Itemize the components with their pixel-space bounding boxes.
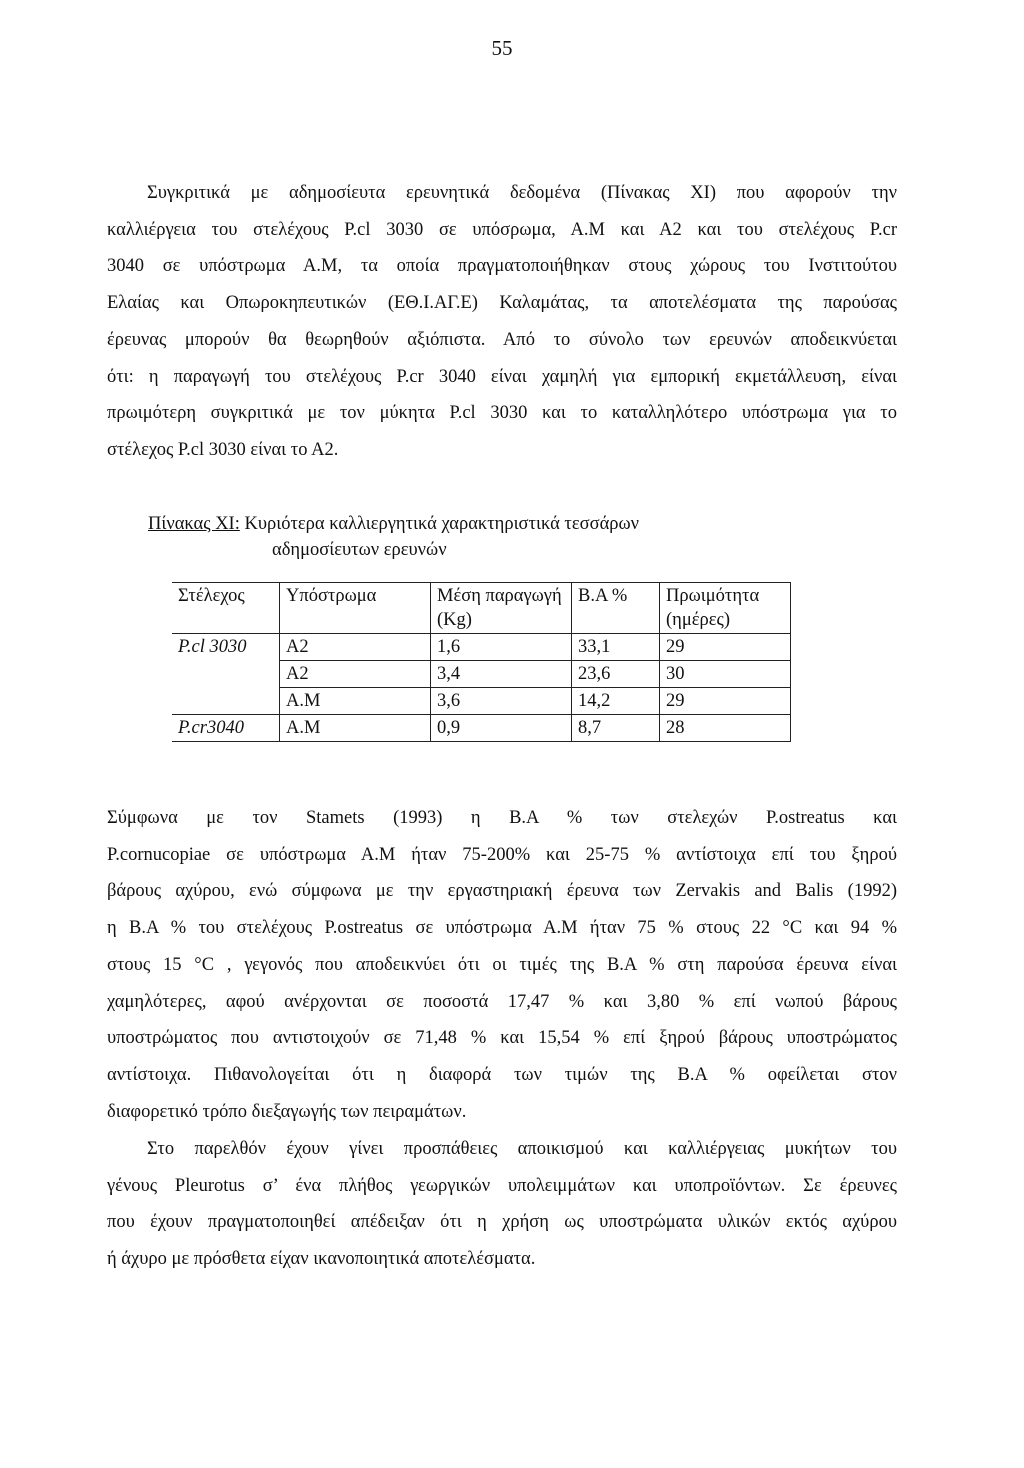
table-header-row xyxy=(172,583,791,634)
paragraph-stamets xyxy=(107,800,897,1130)
text-line: υποστρώματος που αντιστοιχούν σε 71,48 % και 15,54 % επί ξηρού βάρους υποστρώματος xyxy=(107,1028,897,1049)
results-table xyxy=(172,582,791,742)
cell-production: 3,6 xyxy=(431,688,572,715)
text-line: η Β.Α % του στελέχους P.ostreatus σε υπόστρωμα Α.Μ ήταν 75 % στους 22 °C και 94 % xyxy=(107,918,897,939)
text-line: αντίστοιχα. Πιθανολογείται ότι η διαφορά των τιμών της Β.Α % οφείλεται στον xyxy=(107,1064,897,1085)
cell-strain: P.cr3040 xyxy=(172,715,280,742)
cell-substrate: Α2 xyxy=(280,634,431,661)
cell-production: 1,6 xyxy=(431,634,572,661)
cell-strain xyxy=(172,661,280,688)
page-number: 55 xyxy=(491,36,513,60)
header-strain: Στέλεχος xyxy=(172,583,280,634)
cell-earliness: 29 xyxy=(660,634,791,661)
cell-earliness: 29 xyxy=(660,688,791,715)
cell-be: 8,7 xyxy=(572,715,660,742)
cell-production: 3,4 xyxy=(431,661,572,688)
text-line: διαφορετικό τρόπο διεξαγωγής των πειραμάτων. xyxy=(107,1101,467,1122)
text-line: γένους Pleurotus σ’ ένα πλήθος γεωργικών υπολειμμάτων και υποπροϊόντων. Σε έρευνες xyxy=(107,1175,897,1196)
cell-earliness: 28 xyxy=(660,715,791,742)
header-production: Μέση παραγωγή (Kg) xyxy=(431,583,572,634)
text-line: που έχουν πραγματοποιηθεί απέδειξαν ότι η χρήση ως υποστρώματα υλικών εκτός αχύρου xyxy=(107,1212,897,1233)
table-row xyxy=(172,715,791,742)
cell-production: 0,9 xyxy=(431,715,572,742)
table-row xyxy=(172,634,791,661)
text-line: ή άχυρο με πρόσθετα είχαν ικανοποιητικά αποτελέσματα. xyxy=(107,1249,536,1270)
text-line: πρωιμότερη συγκριτικά με τον μύκητα P.cl 3030 και το καταλληλότερο υπόστρωμα για το xyxy=(107,403,897,424)
text-line: Στο παρελθόν έχουν γίνει προσπάθειες αποικισμού και καλλιέργειας μυκήτων του xyxy=(147,1139,897,1159)
table-caption-label: Πίνακας XI: xyxy=(148,514,240,534)
text-line: 3040 σε υπόστρωμα Α.Μ, τα οποία πραγματοποιήθηκαν στους χώρους του Ινστιτούτου xyxy=(107,256,897,277)
table-caption-title-cont: αδημοσίευτων ερευνών xyxy=(272,540,447,560)
cell-be: 14,2 xyxy=(572,688,660,715)
text-line: καλλιέργεια του στελέχους P.cl 3030 σε υπόσρωμα, Α.Μ και Α2 και του στελέχους P.cr xyxy=(107,219,897,240)
table-row xyxy=(172,688,791,715)
text-line: στέλεχος P.cl 3030 είναι το Α2. xyxy=(107,439,339,460)
header-be: Β.Α % xyxy=(572,583,660,634)
text-line: P.cornucopiae σε υπόστρωμα Α.Μ ήταν 75-200% και 25-75 % αντίστοιχα επί του ξηρού xyxy=(107,844,897,865)
cell-substrate: Α.Μ xyxy=(280,688,431,715)
header-earliness: Πρωιμότητα (ημέρες) xyxy=(660,583,791,634)
text-line: ότι: η παραγωγή του στελέχους P.cr 3040 είναι χαμηλή για εμπορική εκμετάλλευση, είναι xyxy=(107,366,897,387)
paragraph-pleurotus xyxy=(107,1131,897,1278)
cell-be: 23,6 xyxy=(572,661,660,688)
cell-earliness: 30 xyxy=(660,661,791,688)
text-line: Σύμφωνα με τον Stamets (1993) η Β.Α % των στελεχών P.ostreatus και xyxy=(107,808,897,828)
header-substrate: Υπόστρωμα xyxy=(280,583,431,634)
text-line: χαμηλότερες, αφού ανέρχονται σε ποσοστά 17,47 % και 3,80 % επί νωπού βάρους xyxy=(107,991,897,1012)
text-line: Συγκριτικά με αδημοσίευτα ερευνητικά δεδομένα (Πίνακας XI) που αφορούν την xyxy=(147,183,897,203)
table-caption-title: Κυριότερα καλλιεργητικά χαρακτηριστικά τεσσάρων xyxy=(239,514,640,534)
cell-strain: P.cl 3030 xyxy=(172,634,280,661)
cell-be: 33,1 xyxy=(572,634,660,661)
cell-strain xyxy=(172,688,280,715)
paragraph-comparison xyxy=(107,175,897,469)
text-line: βάρους αχύρου, ενώ σύμφωνα με την εργαστηριακή έρευνα των Zervakis and Balis (1992) xyxy=(107,881,897,902)
cell-substrate: Α.Μ xyxy=(280,715,431,742)
table-caption xyxy=(148,511,908,563)
text-line: στους 15 °C , γεγονός που αποδεικνύει ότι οι τιμές της Β.Α % στη παρούσα έρευνα είναι xyxy=(107,954,897,975)
text-line: έρευνας μπορούν θα θεωρηθούν αξιόπιστα. Από το σύνολο των ερευνών αποδεικνύεται xyxy=(107,329,897,350)
text-line: Ελαίας και Οπωροκηπευτικών (ΕΘ.Ι.ΑΓ.Ε) Καλαμάτας, τα αποτελέσματα της παρούσας xyxy=(107,293,897,314)
table-row xyxy=(172,661,791,688)
cell-substrate: Α2 xyxy=(280,661,431,688)
